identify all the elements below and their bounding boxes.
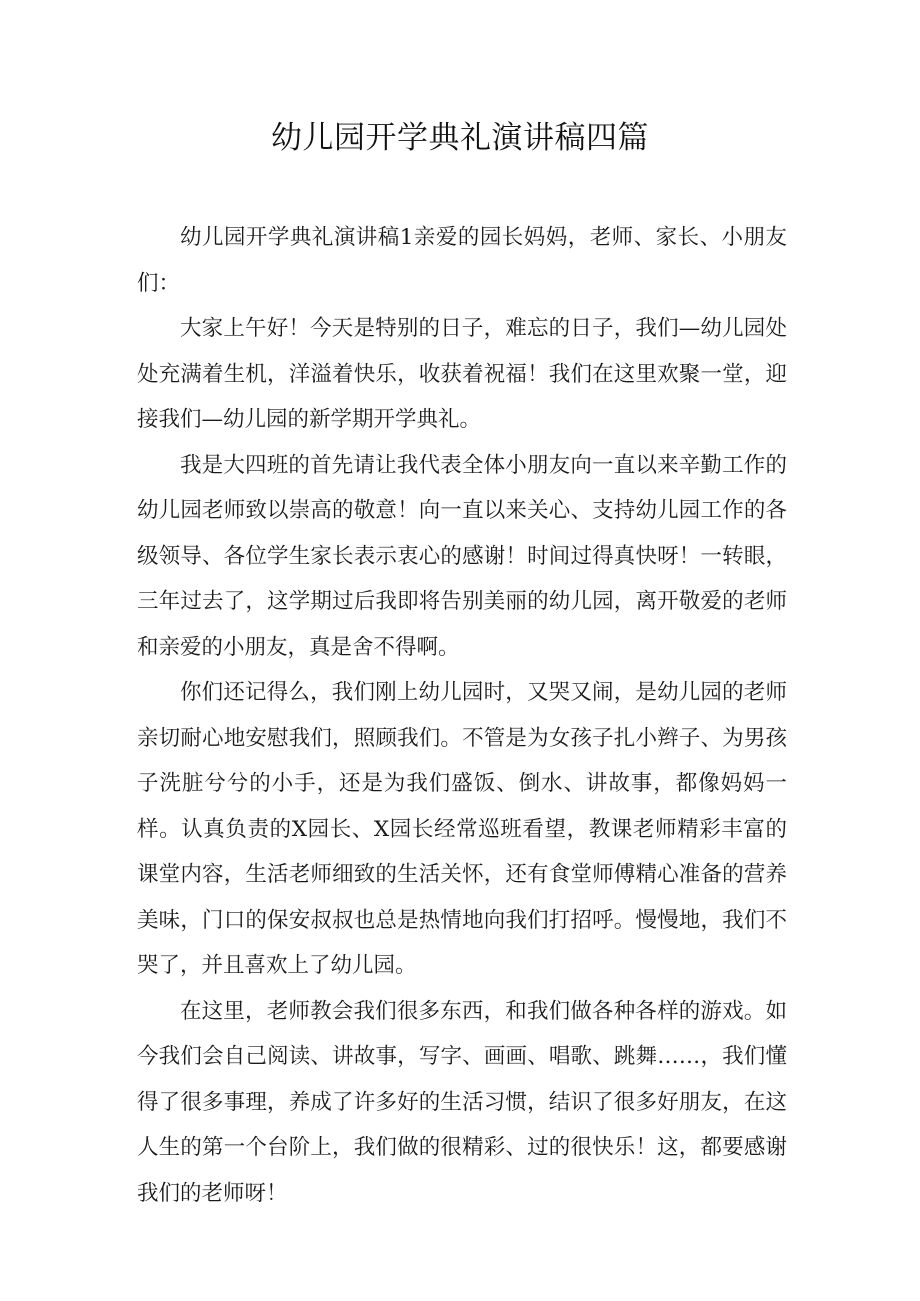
paragraph: 你们还记得么，我们刚上幼儿园时，又哭又闹，是幼儿园的老师亲切耐心地安慰我们，照顾我们。不管是为女孩子扎小辫子、为男孩子洗脏兮兮的小手，还是为我们盛饭、倒水、讲故事，都像妈妈一样。认真负责的X园长、X园长经常巡班看望，教课老师精彩丰富的课堂内容，生活老师细致的生活关怀，还有食堂师傅精心准备的营养美味，门口的保安叔叔也总是热情地向我们打招呼。慢慢地，我们不哭了，并且喜欢上了幼儿园。 [137, 680, 787, 978]
paragraph: 我是大四班的首先请让我代表全体小朋友向一直以来辛勤工作的幼儿园老师致以崇高的敬意！向一直以来关心、支持幼儿园工作的各级领导、各位学生家长表示衷心的感谢！时间过得真快呀！一转眼，三年过去了，这学期过后我即将告别美丽的幼儿园，离开敬爱的老师和亲爱的小朋友，真是舍不得啊。 [137, 452, 787, 660]
paragraph: 幼儿园开学典礼演讲稿1亲爱的园长妈妈，老师、家长、小朋友们： [137, 225, 787, 296]
document-title: 幼儿园开学典礼演讲稿四篇 [271, 120, 649, 156]
document-body [137, 215, 787, 1216]
paragraph: 大家上午好！今天是特别的日子，难忘的日子，我们—幼儿园处处充满着生机，洋溢着快乐，收获着祝福！我们在这里欢聚一堂，迎接我们—幼儿园的新学期开学典礼。 [137, 316, 787, 432]
paragraph: 在这里，老师教会我们很多东西，和我们做各种各样的游戏。如今我们会自己阅读、讲故事，写字、画画、唱歌、跳舞……，我们懂得了很多事理，养成了许多好的生活习惯，结识了很多好朋友，在这人生的第一个台阶上，我们做的很精彩、过的很快乐！这，都要感谢我们的老师呀！ [137, 998, 787, 1206]
